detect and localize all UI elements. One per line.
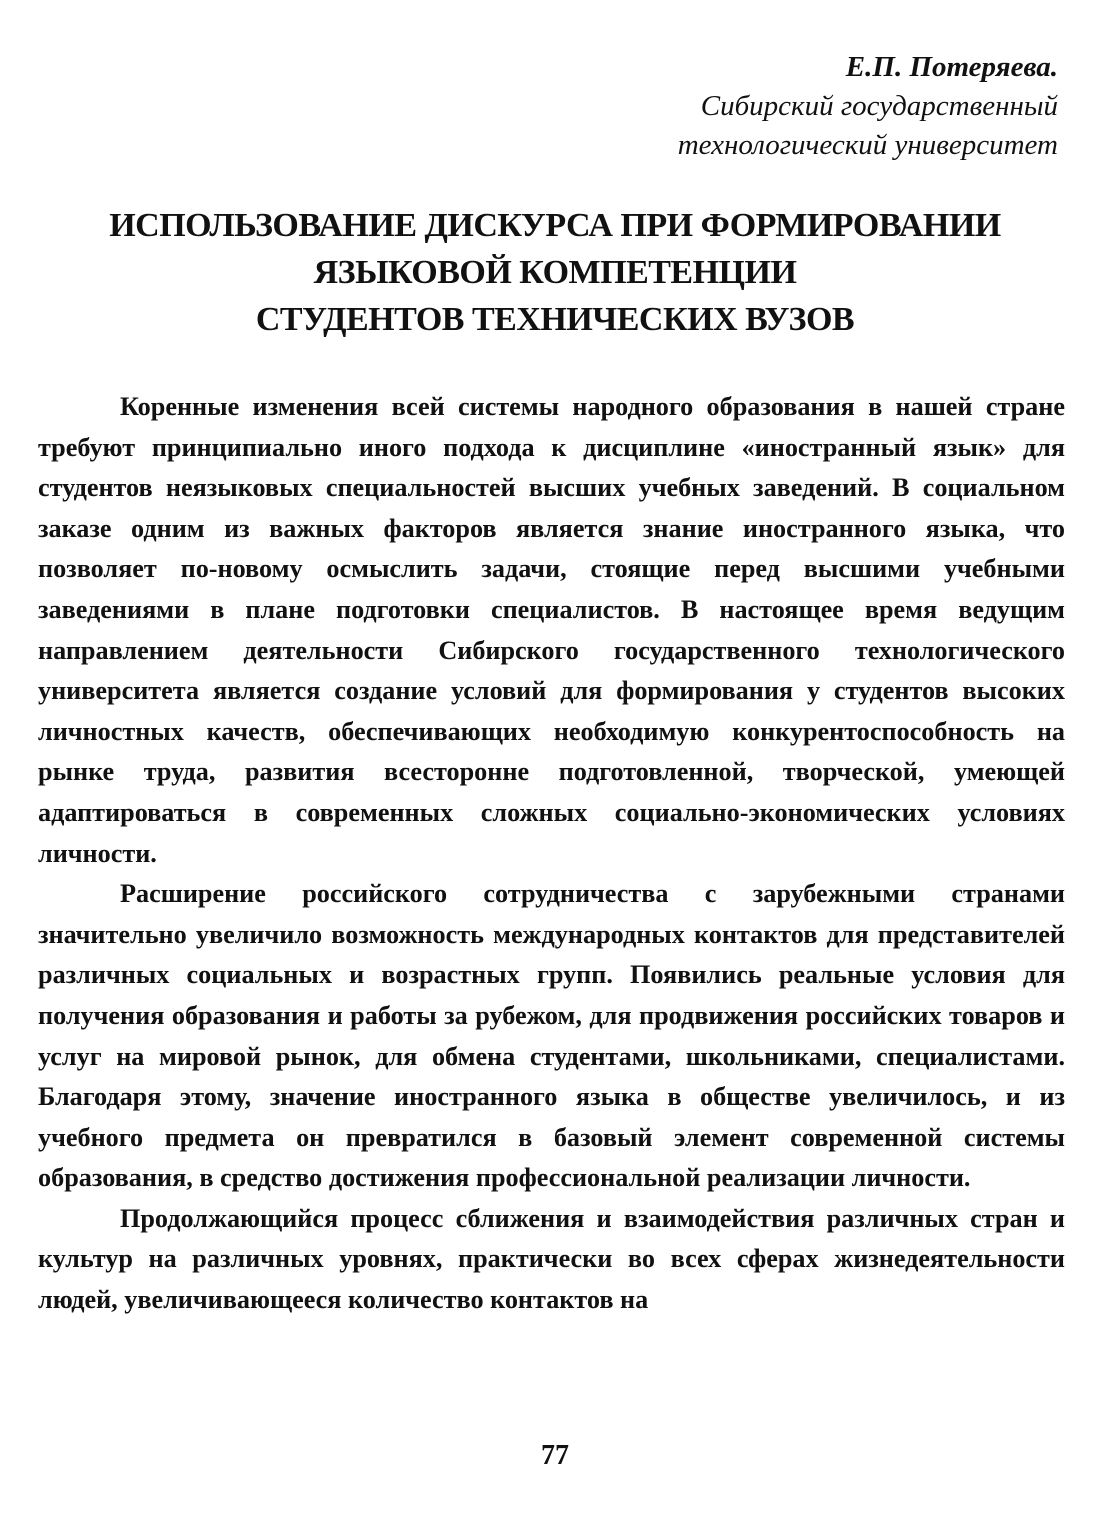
affiliation-line-2: технологический университет bbox=[677, 129, 1058, 161]
affiliation-line-1: Сибирский государственный bbox=[700, 90, 1058, 122]
article-body bbox=[38, 387, 1065, 1321]
paragraph-2: Расширение российского сотрудничества с зарубежными странами значительно увеличило возможность международных контактов для представителей различных социальных и возрастных групп. Появились реальные условия для получения образования и работы за рубежом, для продвижения российских товаров и услуг на мировой рынок, для обмена студентами, школьниками, специалистами. Благодаря этому, значение иностранного языка в обществе увеличилось, и из учебного предмета он превратился в базовый элемент современной системы образования, в средство достижения профессиональной реализации личности. bbox=[38, 879, 1065, 1193]
title-line-2: ЯЗЫКОВОЙ КОМПЕТЕНЦИИ bbox=[313, 254, 797, 291]
author-name: Е.П. Потеряева. bbox=[845, 51, 1058, 83]
title-line-1: ИСПОЛЬЗОВАНИЕ ДИСКУРСА ПРИ ФОРМИРОВАНИИ bbox=[109, 207, 1001, 244]
title-line-3: СТУДЕНТОВ ТЕХНИЧЕСКИХ ВУЗОВ bbox=[255, 301, 855, 338]
article-title bbox=[40, 202, 1070, 343]
author-block bbox=[678, 48, 1058, 165]
paragraph-3: Продолжающийся процесс сближения и взаимодействия различных стран и культур на различных уровнях, практически во всех сферах жизнедеятельности людей, увеличивающееся количество контактов на bbox=[38, 1203, 1065, 1315]
page-number: 77 bbox=[541, 1440, 569, 1471]
paragraph-1: Коренные изменения всей системы народного образования в нашей стране требуют принципиально иного подхода к дисциплине «иностранный язык» для студентов неязыковых специальностей высших учебных заведений. В социальном заказе одним из важных факторов является знание иностранного языка, что позволяет по-новому осмыслить задачи, стоящие перед высшими учебными заведениями в плане подготовки специалистов. В настоящее время ведущим направлением деятельности Сибирского государственного технологического университета является создание условий для формирования у студентов высоких личностных качеств, обеспечивающих необходимую конкурентоспособность на рынке труда, развития всесторонне подготовленной, творческой, умеющей адаптироваться в современных сложных социально-экономических условиях личности. bbox=[38, 392, 1065, 868]
